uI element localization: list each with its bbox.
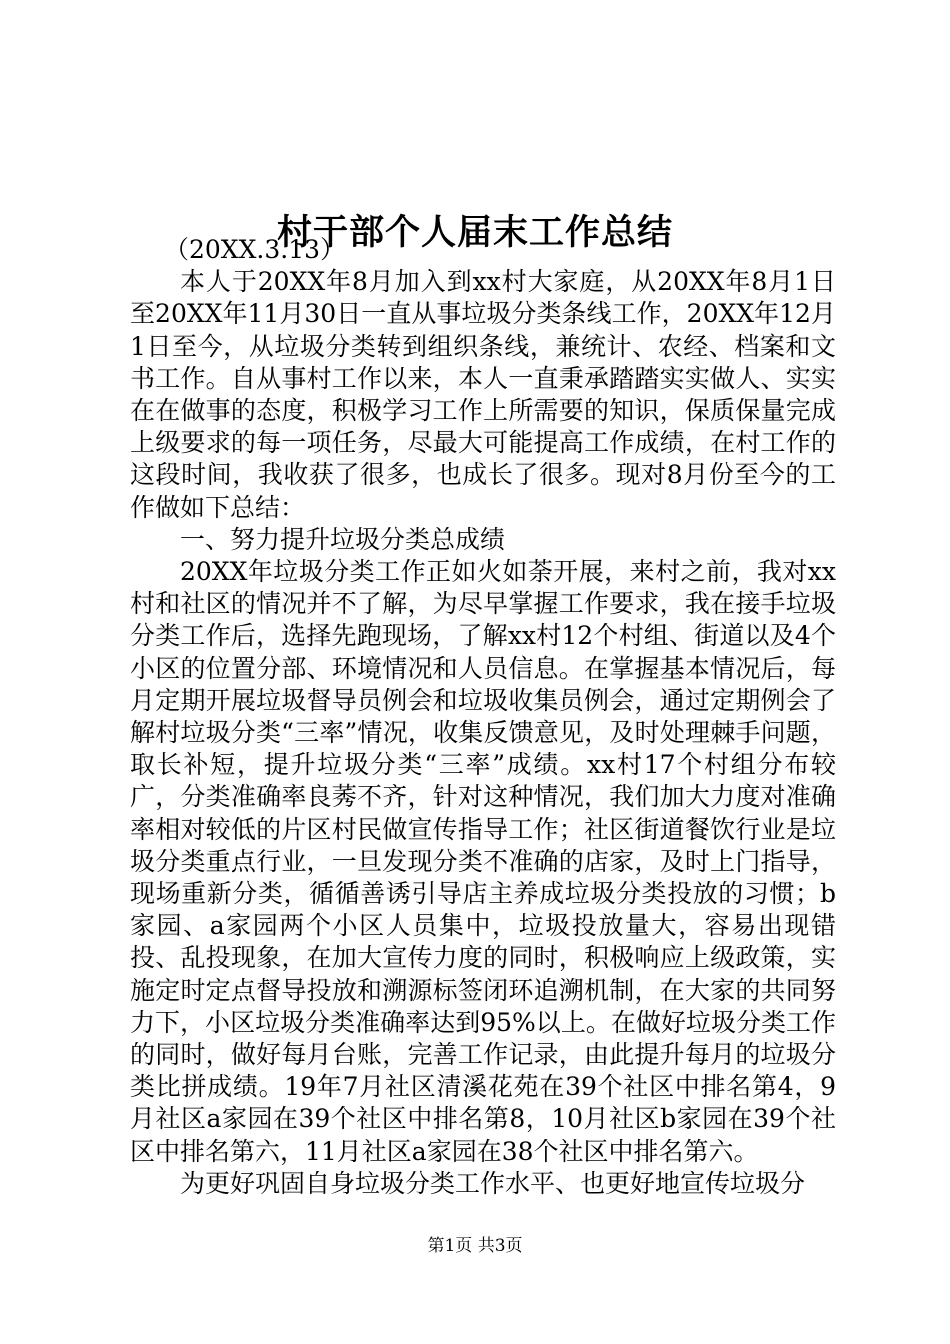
document-title: 村干部个人届末工作总结	[276, 212, 673, 254]
document-body	[130, 234, 836, 1200]
document-date: （20XX.3.13）	[164, 235, 346, 264]
paragraph-garbage-sorting: 20XX年垃圾分类工作正如火如荼开展，来村之前，我对xx村和社区的情况并不了解，为尽早掌握工作要求，我在接手垃圾分类工作后，选择先跑现场，了解xx村12个村组、街道以及4个小区的位置分部、环境情况和人员信息。在掌握基本情况后，每月定期开展垃圾督导员例会和垃圾收集员例会，通过定期例会了解村垃圾分类“三率”情况，收集反馈意见，及时处理棘手问题，取长补短，提升垃圾分类“三率”成绩。xx村17个村组分布较广，分类准确率良莠不齐，针对这种情况，我们加大力度对准确率相对较低的片区村民做宣传指导工作；社区街道餐饮行业是垃圾分类重点行业，一旦发现分类不准确的店家，及时上门指导，现场重新分类，循循善诱引导店主养成垃圾分类投放的习惯；b家园、a家园两个小区人员集中，垃圾投放量大，容易出现错投、乱投现象，在加大宣传力度的同时，积极响应上级政策，实施定时定点督导投放和溯源标签闭环追溯机制，在大家的共同努力下，小区垃圾分类准确率达到95%以上。在做好垃圾分类工作的同时，做好每月台账，完善工作记录，由此提升每月的垃圾分类比拼成绩。19年7月社区清溪花苑在39个社区中排名第4，9月社区a家园在39个社区中排名第8，10月社区b家园在39个社区中排名第六，11月社区a家园在38个社区中排名第六。	[130, 557, 836, 1166]
paragraph-intro: 本人于20XX年8月加入到xx村大家庭，从20XX年8月1日至20XX年11月30日一直从事垃圾分类条线工作，20XX年12月1日至今，从垃圾分类转到组织条线，兼统计、农经、档案和文书工作。自从事村工作以来，本人一直秉承踏踏实实做人、实实在在做事的态度，积极学习工作上所需要的知识，保质保量完成上级要求的每一项任务，尽最大可能提高工作成绩，在村工作的这段时间，我收获了很多，也成长了很多。现对8月份至今的工作做如下总结：	[130, 267, 836, 522]
paragraph-continued: 为更好巩固自身垃圾分类工作水平、也更好地宣传垃圾分	[180, 1168, 806, 1198]
page-footer: 第1页 共3页	[427, 1236, 523, 1256]
section-heading: 一、努力提升垃圾分类总成绩	[180, 524, 506, 554]
